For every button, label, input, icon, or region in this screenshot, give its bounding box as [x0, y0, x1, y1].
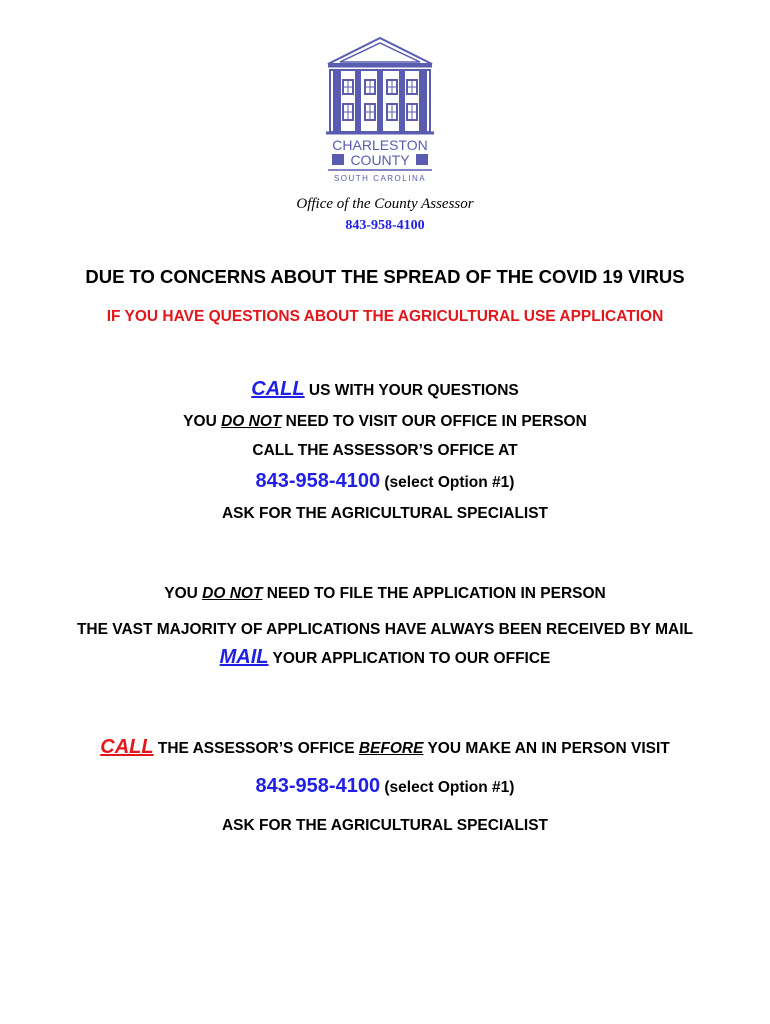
logo-text-county: COUNTY — [350, 152, 410, 168]
section3-specialist-line: ASK FOR THE AGRICULTURAL SPECIALIST — [221, 817, 549, 834]
visit-line-suffix: NEED TO VISIT OUR OFFICE IN PERSON — [281, 413, 587, 430]
charleston-county-logo — [322, 36, 438, 186]
call-line-mid: THE ASSESSOR’S OFFICE — [153, 740, 359, 757]
section1-specialist-line: ASK FOR THE AGRICULTURAL SPECIALIST — [221, 505, 549, 522]
section2-majority-line: THE VAST MAJORITY OF APPLICATIONS HAVE ALWAYS BEEN RECEIVED BY MAIL — [76, 621, 694, 638]
section1-visit-line — [0, 413, 770, 431]
section1-phone-line — [0, 470, 770, 493]
call-line-text: US WITH YOUR QUESTIONS — [304, 382, 519, 399]
call-line-suffix: YOU MAKE AN IN PERSON VISIT — [423, 740, 670, 757]
logo-text-state: SOUTH CAROLINA — [333, 174, 427, 183]
file-line-prefix: YOU — [164, 585, 203, 602]
section2-mail-line — [0, 646, 770, 669]
office-title: Office of the County Assessor — [296, 196, 474, 212]
phone-number[interactable]: 843-958-4100 — [255, 775, 381, 797]
headline: DUE TO CONCERNS ABOUT THE SPREAD OF THE COVID 19 VIRUS — [85, 266, 685, 287]
do-not-emphasis: DO NOT — [202, 585, 263, 602]
file-line-suffix: NEED TO FILE THE APPLICATION IN PERSON — [262, 585, 606, 602]
mail-emphasis: MAIL — [219, 646, 269, 668]
option-text: (select Option #1) — [380, 779, 515, 796]
call-emphasis: CALL — [251, 378, 305, 400]
office-phone: 843-958-4100 — [345, 218, 425, 233]
mail-line-text: YOUR APPLICATION TO OUR OFFICE — [268, 650, 551, 667]
section3-call-line — [0, 736, 770, 759]
option-text: (select Option #1) — [380, 474, 515, 491]
before-emphasis: BEFORE — [358, 740, 424, 757]
section3-phone-line — [0, 775, 770, 798]
section2-file-line — [0, 585, 770, 603]
visit-line-prefix: YOU — [183, 413, 222, 430]
section1-call-line — [0, 378, 770, 401]
call-emphasis: CALL — [100, 736, 154, 758]
logo-text-charleston: CHARLESTON — [332, 137, 428, 153]
section1-call-office-line: CALL THE ASSESSOR’S OFFICE AT — [252, 442, 518, 459]
subheadline: IF YOU HAVE QUESTIONS ABOUT THE AGRICULTURAL USE APPLICATION — [106, 308, 664, 325]
phone-number[interactable]: 843-958-4100 — [255, 470, 381, 492]
do-not-emphasis: DO NOT — [221, 413, 282, 430]
